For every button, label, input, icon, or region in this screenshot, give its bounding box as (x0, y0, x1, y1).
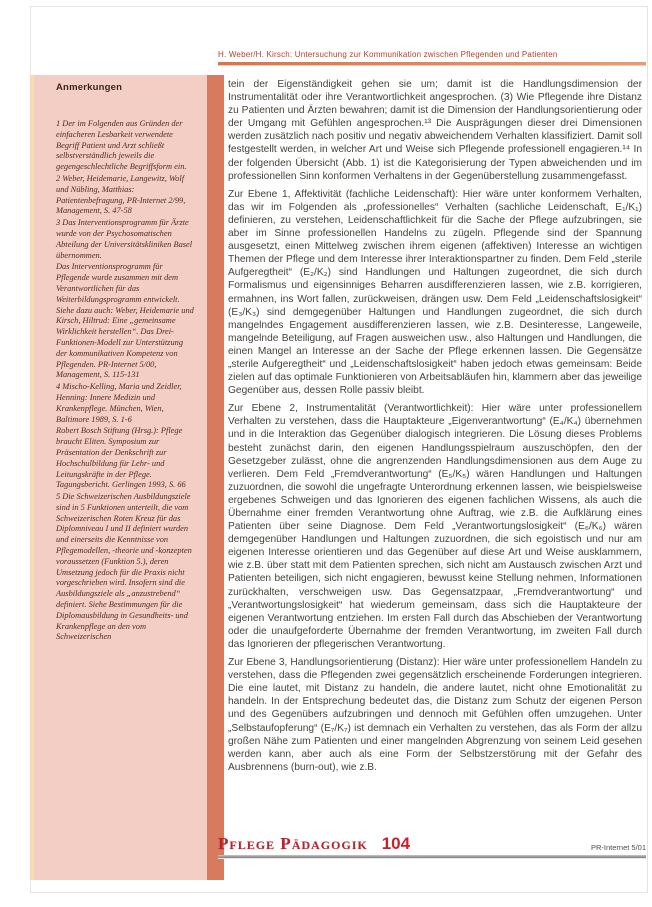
running-head (218, 50, 646, 66)
footnote-2: 2 Weber, Heidemarie, Langewitz, Wolf und Nübling, Matthias: Patientenbefragung, PR-Internet 2/99, Management, S. 47-58 (56, 173, 186, 216)
footer-rule (218, 855, 646, 859)
body-paragraph-1: tein der Eigenständigkeit gehen sie um; damit ist die Handlungsdimension der Instrumentalität oder ihre Verantwortlichkeit angesprochen. (3) Wie Pflegende ihre Distanz zu Patienten und Ärzten bewahren; damit ist die Dimension der Handlungsorientierung oder der Umgang mit Gefühlen angesprochen.¹³ Die Ausprägungen dieser drei Dimensionen werden zusätzlich nach positiv und negativ abweichendem Verhalten klassifiziert. Damit soll festgestellt werden, in welcher Art und Weise sich Pflegende professionell engagieren.¹⁴ In der folgenden Übersicht (Abb. 1) ist die Kategorisierung der Typen abweichenden und im professionellen Sinn konformen Verhaltens in der Gegenüberstellung zusammengefasst. (228, 79, 642, 182)
footnote-1: 1 Der im Folgenden aus Gründen der einfacheren Lesbarkeit verwendete Begriff Patient und Arzt schließt selbstverständlich jeweils die gegengeschlechtliche Begriffsform ein. (56, 119, 187, 172)
footnote-4: 4 Mischo-Kelling, Maria und Zeidler, Henning: Innere Medizin und Krankenpflege. München, Wien, Baltimore 1989, S. 1-6 (56, 382, 182, 424)
page-number: 104 (381, 834, 411, 853)
footnote-3b: Das Interventionsprogramm für Pflegende wurde zusammen mit dem Verantwortlichen für das Weiterbildungsprogramm entwickelt. Siehe dazu auch: Weber, Heidemarie und Kirsch, Hiltrud: Eine „gemeinsame Wirklichkeit herstellen“. Das Drei-Funktionen-Modell zur Unterstützung der kommunikativen Kompetenz von Pflegenden. PR-Internet 5/00, Management, S. 115-131 (56, 262, 194, 380)
footnote-3: 3 Das Interventionsprogramm für Ärzte wurde von der Psychosomatischen Abteilung der Universitätskliniken Basel übernommen. (56, 218, 193, 260)
running-head-rule (218, 62, 646, 66)
footnote-5: 5 Die Schweizerischen Ausbildungsziele sind in 5 Funktionen unterteilt, die vom Schweizerischen Roten Kreuz für das Diplomniveau I und II definiert wurden und einerseits die Kenntnisse von Pflegemodellen, -theorie und -konzepten voraussetzen (Funktion 5.), deren Umsetzung jedoch für die Praxis nicht vorgeschrieben wird. Insofern sind die Ausbildungsziele als „anzustrebend“ definiert. Siehe Bestimmungen für die Diplomausbildung in Gesundheits- und Krankenpflege an den vom Schweizerischen (56, 492, 192, 642)
article-body (228, 78, 642, 779)
issue-label: PR-Internet 5/01 (590, 843, 646, 852)
annotations-title: Anmerkungen (56, 82, 123, 93)
footnote-4b: Robert Bosch Stiftung (Hrsg.): Pflege braucht Eliten. Symposium zur Präsentation der Denkschrift zur Hochschulbildung für Lehr- und Leitungskräfte in der Pflege. Tagungsbericht. Gerlingen 1993, S. 66 (56, 426, 186, 490)
annotations-sidebar (30, 75, 224, 880)
sidebar-content (34, 75, 207, 880)
sidebar-strip (207, 75, 224, 880)
running-title: H. Weber/H. Kirsch: Untersuchung zur Kommunikation zwischen Pflegenden und Patienten (218, 50, 558, 59)
body-paragraph-2: Zur Ebene 1, Affektivität (fachliche Leidenschaft): Hier wäre unter konformem Verhalten, das wir im Folgenden als „professionelles“ Verhalten (sachliche Leidenschaft, E₁/K₁) definieren, zu verstehen, Leidenschaftlichkeit für die Sache der Pflege aufzubringen, sie aber im Sinne professionellen Handelns zu zügeln. Pflegende sind der Spannung ausgesetzt, einen Mittelweg zwischen ihrem eigenen (affektiven) Interesse an wichtigen Themen der Pflege und dem Interesse ihrer Interaktionspartner zu finden. Dem Feld „sterile Aufgeregtheit“ (E₂/K₂) sind Handlungen und Haltungen zugeordnet, die sich durch Formalismus und eigensinniges Beharren ausdifferenzieren lassen, wie z.B. korrigieren, ermahnen, ins Wort fallen, zurückweisen, drängen usw. Dem Feld „Leidenschaftslosigkeit“ (E₃/K₃) sind demgegenüber Haltungen und Handlungen zugeordnet, die sich durch mangelndes Engagement ausdifferenzieren lassen, wie z.B. Desinteresse, Langeweile, mangelnde Beteiligung, auf Fragen ausweichen usw., also Haltungen und Handlungen, die einen Mangel an Interesse an der Sache der Pflege erkennen lassen. Die Gegensätze „sterile Aufgeregtheit“ und „Leidenschaftslosigkeit“ haben jedoch etwas gemeinsam: Beide zielen auf das optimale Funktionieren von Arbeitsabläufen hin, klammern aber das jeweilige Gegenüber aus, dessen Rolle passiv bleibt. (228, 188, 642, 397)
body-paragraph-3: Zur Ebene 2, Instrumentalität (Verantwortlichkeit): Hier wäre unter professionellem Verhalten zu verstehen, dass die Hauptakteure „Eigenverantwortung“ (E₄/K₄) übernehmen und in die Interaktion das Gegenüber dialogisch integrieren. Die Lösung dieses Problems besteht zunächst darin, den eigenen Handlungsspielraum auszuschöpfen, den der Gesetzgeber zulässt, ohne die angrenzenden Handlungsdimensionen aus dem Auge zu verlieren. Dem Feld „Fremdverantwortung“ (E₅/K₅) wären Handlungen und Haltungen zuzuordnen, die sowohl die ungefragte Unterordnung erkennen lassen, wie beispielsweise ergebenes Schweigen und das Ignorieren des eigenen fachlichen Wissens, als auch die Übernahme einer fremden Verantwortung ohne Auftrag, wie z.B. die Aufklärung eines Patienten über seine Diagnose. Dem Feld „Verantwortungslosigkeit“ (E₆/K₆) wären demgegenüber Handlungen und Haltungen zuzuordnen, die sich egoistisch und nur am eigenen Interesse orientieren und das Gegenüber auf diese Art und Weise ausklammern, wie z.B. über statt mit dem Patienten sprechen, sich nicht am Austausch zwischen Arzt und Patienten beteiligen, sich nicht engagieren, bewusst keine Stellung nehmen, Informationen zurückhalten, verschweigen usw. Das Gegensatzpaar, „Fremdverantwortung“ und „Verantwortungslosigkeit“ hat wiederum gemeinsam, dass sich die Hauptakteure der eigenen Verantwortung entziehen. Im ersten Fall durch das Abschieben der Verantwortung oder die unaufgeforderte Übernahme der fremden Verantwortung, im zweiten Fall durch das Ignorieren der pflegerischen Verantwortung. (228, 403, 642, 650)
body-paragraph-4: Zur Ebene 3, Handlungsorientierung (Distanz): Hier wäre unter professionellem Handeln zu verstehen, dass die Pflegenden zwei gegensätzlich erscheinende Forderungen integrieren. Die eine lautet, mit Distanz zu handeln, die andere lautet, nicht ohne Emotionalität zu handeln. In der Entsprechung bedeutet das, die Distanz zum Schutz der eigenen Person und des Gegenübers aufzubringen und dennoch mit Gefühlen offen umzugehen. Unter „Selbstaufopferung“ (E₇/K₇) ist demnach ein Verhalten zu verstehen, das als Form der allzu großen Nähe zum Patienten und einer mangelnden Abgrenzung von seinem Leid gesehen werden kann, aber auch als eine Form der Selbstzerstörung mit der Gefahr des Ausbrennens (burn-out), wie z.B. (228, 657, 642, 773)
footer-row (218, 834, 646, 854)
journal-title: Pflege Pädagogik (218, 834, 368, 853)
page-footer (218, 834, 646, 859)
